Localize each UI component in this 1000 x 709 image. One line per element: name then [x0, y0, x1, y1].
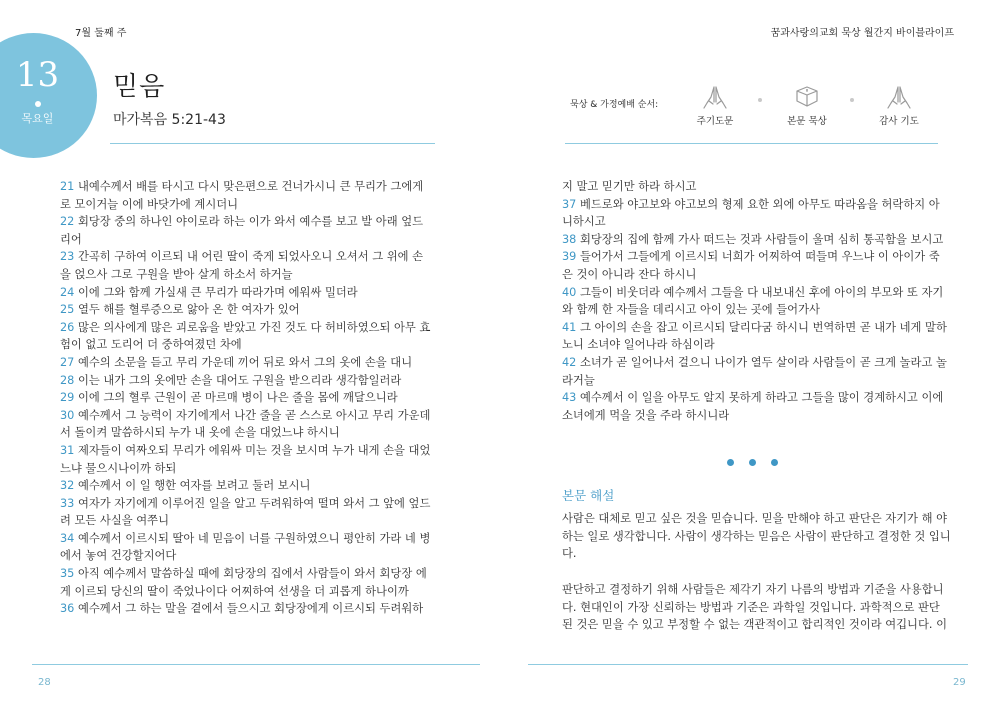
divider-top-left — [110, 143, 435, 144]
running-header-left: 7월 둘째 주 — [75, 28, 127, 39]
worship-step-thanks-prayer — [864, 84, 934, 127]
verse — [60, 284, 437, 302]
divider-dot — [771, 459, 778, 466]
verse-text: 예수께서 이 일을 아무도 알지 못하게 하라고 그들을 많이 경계하시고 이에 소녀에게 먹을 것을 주라 하시니라 — [562, 391, 944, 422]
verse — [60, 178, 437, 213]
verse — [562, 248, 952, 283]
verse-number: 40 — [562, 285, 577, 299]
verse — [562, 284, 952, 319]
verse-text: 소녀가 곧 일어나서 걸으니 나이가 열두 살이라 사람들이 곧 크게 놀라고 놀라거늘 — [562, 355, 947, 387]
commentary-paragraph: 사람은 대체로 믿고 싶은 것을 믿습니다. 믿을 만해야 하고 판단은 자기가 해 야하는 일로 생각합니다. 사람이 생각하는 믿음은 사람이 판단하고 결정한 것 입니다. — [562, 512, 951, 561]
verse-continuation: 지 말고 믿기만 하라 하시고 — [562, 180, 697, 193]
divider-bottom-left — [32, 664, 480, 665]
verse — [562, 196, 952, 231]
worship-step-label: 감사 기도 — [879, 116, 919, 127]
verse — [60, 530, 437, 565]
verse-number: 31 — [60, 443, 75, 457]
verse-text: 이에 그와 함께 가실새 큰 무리가 따라가며 에워싸 밀더라 — [77, 285, 358, 299]
day-number: 13 — [15, 55, 60, 95]
scripture-column-left — [60, 178, 437, 618]
day-weekday: 목요일 — [21, 112, 54, 125]
verse-number: 23 — [60, 250, 75, 264]
verse-number: 34 — [60, 531, 75, 545]
verse — [60, 442, 437, 477]
verse-text: 이는 내가 그의 옷에만 손을 대어도 구원을 받으리라 생각함일러라 — [77, 373, 402, 387]
verse — [60, 319, 437, 354]
page-number-right: 29 — [953, 677, 966, 688]
verse — [60, 477, 437, 495]
verse-text: 아직 예수께서 말씀하실 때에 회당장의 집에서 사람들이 와서 회당장 에게 이르되 당신의 딸이 죽었나이다 어찌하여 선생을 더 괴롭게 하나이까 — [60, 567, 427, 598]
commentary-title: 본문 해설 — [562, 488, 615, 503]
page-title: 믿음 — [113, 72, 166, 102]
verse-text: 예수께서 이르시되 딸아 네 믿음이 너를 구원하였으니 평안히 가라 네 병 에서 놓여 건강할지어다 — [60, 531, 431, 563]
verse-number: 36 — [60, 602, 75, 616]
divider-dot — [749, 459, 756, 466]
running-header-right: 꿈과사랑의교회 묵상 월간지 바이블라이프 — [770, 28, 954, 39]
verse-text: 예수께서 이 일 행한 여자를 보려고 둘러 보시니 — [77, 479, 311, 493]
step-separator — [850, 98, 854, 102]
verse-number: 42 — [562, 355, 577, 369]
verse-number: 29 — [60, 391, 75, 405]
praying-hands-icon — [701, 84, 729, 110]
verse-number: 43 — [562, 391, 577, 405]
verse-number: 39 — [562, 250, 577, 264]
verse-number: 25 — [60, 303, 75, 317]
section-divider-dots — [727, 451, 793, 470]
verse — [60, 301, 437, 319]
verse-number: 26 — [60, 320, 75, 334]
worship-step-lords-prayer — [680, 84, 750, 127]
verse — [562, 389, 952, 424]
verse-number: 24 — [60, 285, 75, 299]
verse — [60, 495, 437, 530]
verse-number: 30 — [60, 408, 75, 422]
verse-text: 내예수께서 배를 타시고 다시 맞은편으로 건너가시니 큰 무리가 그에게 로 모이거늘 이에 바닷가에 계시더니 — [60, 180, 424, 211]
praying-hands-icon — [885, 84, 913, 110]
verse-number: 33 — [60, 496, 75, 510]
verse-text: 예수께서 그 하는 말을 곁에서 들으시고 회당장에게 이르시되 두려워하 — [77, 602, 424, 616]
verse-text: 열두 해를 혈루증으로 앓아 온 한 여자가 있어 — [77, 303, 300, 317]
verse-text: 그들이 비웃더라 예수께서 그들을 다 내보내신 후에 아이의 부모와 또 자기 와 함께 한 자들을 데리시고 아이 있는 곳에 들어가사 — [562, 285, 944, 317]
verse-text: 회당장 중의 하나인 야이로라 하는 이가 와서 예수를 보고 발 아래 엎드 리어 — [60, 215, 424, 246]
verse — [60, 600, 437, 618]
verse-text: 예수께서 그 능력이 자기에게서 나간 줄을 곧 스스로 아시고 무리 가운데 서 돌이켜 말씀하시되 누가 내 옷에 손을 대었느냐 하시니 — [60, 408, 431, 440]
verse — [60, 565, 437, 600]
verse-number: 38 — [562, 232, 577, 246]
divider-top-right — [565, 143, 938, 144]
verse — [60, 354, 437, 372]
verse-text: 베드로와 야고보와 야고보의 형제 요한 외에 아무도 따라옴을 허락하지 아 니하시고 — [562, 197, 940, 229]
divider-dot — [727, 459, 734, 466]
step-separator — [758, 98, 762, 102]
verse — [562, 231, 952, 249]
verse-text: 그 아이의 손을 잡고 이르시되 달리다굼 하시니 번역하면 곧 내가 네게 말하 노니 소녀야 일어나라 하심이라 — [562, 320, 947, 352]
verse — [60, 389, 437, 407]
verse-number: 32 — [60, 479, 75, 493]
verse — [60, 213, 437, 248]
worship-step-label: 본문 묵상 — [787, 116, 827, 127]
verse-number: 41 — [562, 320, 577, 334]
worship-step-label: 주기도문 — [696, 116, 734, 127]
verse — [60, 248, 437, 283]
worship-step-meditation — [772, 84, 842, 127]
commentary-paragraph: 판단하고 결정하기 위해 사람들은 제각기 자기 나름의 방법과 기준을 사용합니 다. 현대인이 가장 신뢰하는 방법과 기준은 과학일 것입니다. 과학적으로 판단 된 것은 믿을 수 있고 부정할 수 없는 객관적이고 합리적인 것이라 여깁니다. 이 — [562, 583, 947, 632]
verse — [562, 319, 952, 354]
verse-number: 22 — [60, 215, 75, 229]
verse-number: 27 — [60, 355, 75, 369]
page-number-left: 28 — [38, 677, 51, 688]
day-badge — [0, 33, 97, 158]
worship-order-label: 묵상 & 가정예배 순서: — [570, 100, 659, 110]
scripture-reference: 마가복음 5:21-43 — [113, 112, 226, 128]
verse-text: 이에 그의 혈루 근원이 곧 마르매 병이 나은 줄을 몸에 깨달으니라 — [77, 391, 398, 405]
verse-number: 21 — [60, 180, 75, 193]
verse-text: 들어가서 그들에게 이르시되 너희가 어찌하여 떠들며 우느냐 이 아이가 죽 은 것이 아니라 잔다 하시니 — [562, 250, 940, 281]
scripture-column-right — [562, 178, 952, 424]
verse — [60, 372, 437, 390]
verse-number: 35 — [60, 567, 75, 581]
verse-text: 제자들이 여짜오되 무리가 에워싸 미는 것을 보시며 누가 내게 손을 대었 느냐 물으시나이까 하되 — [60, 443, 431, 475]
bible-book-icon — [793, 84, 821, 110]
verse-number: 28 — [60, 373, 75, 387]
day-badge-dot — [35, 101, 41, 107]
verse-text: 회당장의 집에 함께 가사 떠드는 것과 사람들이 울며 심히 통곡함을 보시고 — [579, 232, 944, 246]
verse-text: 여자가 자기에게 이루어진 일을 알고 두려워하여 떨며 와서 그 앞에 엎드 려 모든 사실을 여쭈니 — [60, 496, 431, 528]
verse-number: 37 — [562, 197, 577, 211]
verse-text: 간곡히 구하여 이르되 내 어린 딸이 죽게 되었사오니 오셔서 그 위에 손 을 얹으사 그로 구원을 받아 살게 하소서 하거늘 — [60, 250, 424, 281]
divider-bottom-right — [528, 664, 968, 665]
verse — [562, 354, 952, 389]
verse — [60, 407, 437, 442]
verse-text: 많은 의사에게 많은 괴로움을 받았고 가진 것도 다 허비하였으되 아무 효 험이 없고 도리어 더 중하여졌던 차에 — [60, 320, 431, 352]
verse-text: 예수의 소문을 듣고 무리 가운데 끼어 뒤로 와서 그의 옷에 손을 대니 — [77, 355, 413, 369]
